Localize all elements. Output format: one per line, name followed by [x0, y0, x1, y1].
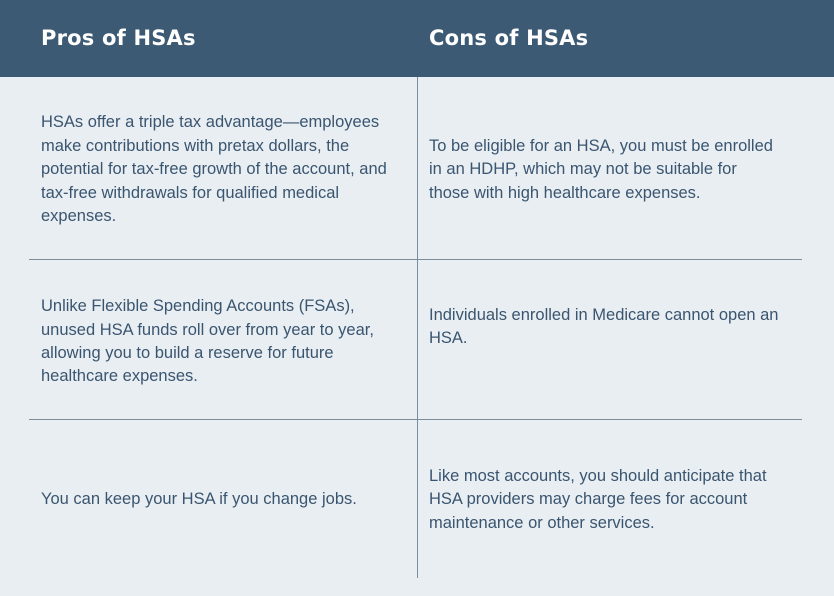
table-header: [0, 0, 834, 77]
con-cell-3: [429, 440, 779, 560]
pro-cell-1: [41, 110, 401, 230]
pro-text-2: Unlike Flexible Spending Accounts (FSAs), unused HSA funds roll over from year to year, allowing you to build a reserve for future healthcare expenses.: [41, 297, 374, 386]
con-cell-2: [429, 282, 779, 372]
con-text-2: Individuals enrolled in Medicare cannot open an HSA.: [429, 305, 779, 347]
row-divider: [29, 259, 802, 260]
con-text-1: To be eligible for an HSA, you must be enrolled in an HDHP, which may not be suitable for those with high healthcare expenses.: [429, 136, 773, 202]
pro-cell-3: [41, 440, 401, 560]
row-divider: [29, 419, 802, 420]
column-divider: [417, 77, 418, 578]
con-cell-1: [429, 110, 779, 230]
pros-column-title: Pros of HSAs: [41, 26, 196, 50]
pro-text-1: HSAs offer a triple tax advantage—employees make contributions with pretax dollars, the potential for tax-free growth of the account, and tax-free withdrawals for qualified medical expenses.: [41, 113, 387, 226]
pro-text-3: You can keep your HSA if you change jobs.: [41, 490, 357, 509]
cons-column-title: Cons of HSAs: [429, 26, 589, 50]
con-text-3: Like most accounts, you should anticipate that HSA providers may charge fees for account maintenance or other services.: [429, 466, 767, 532]
pro-cell-2: [41, 282, 401, 402]
